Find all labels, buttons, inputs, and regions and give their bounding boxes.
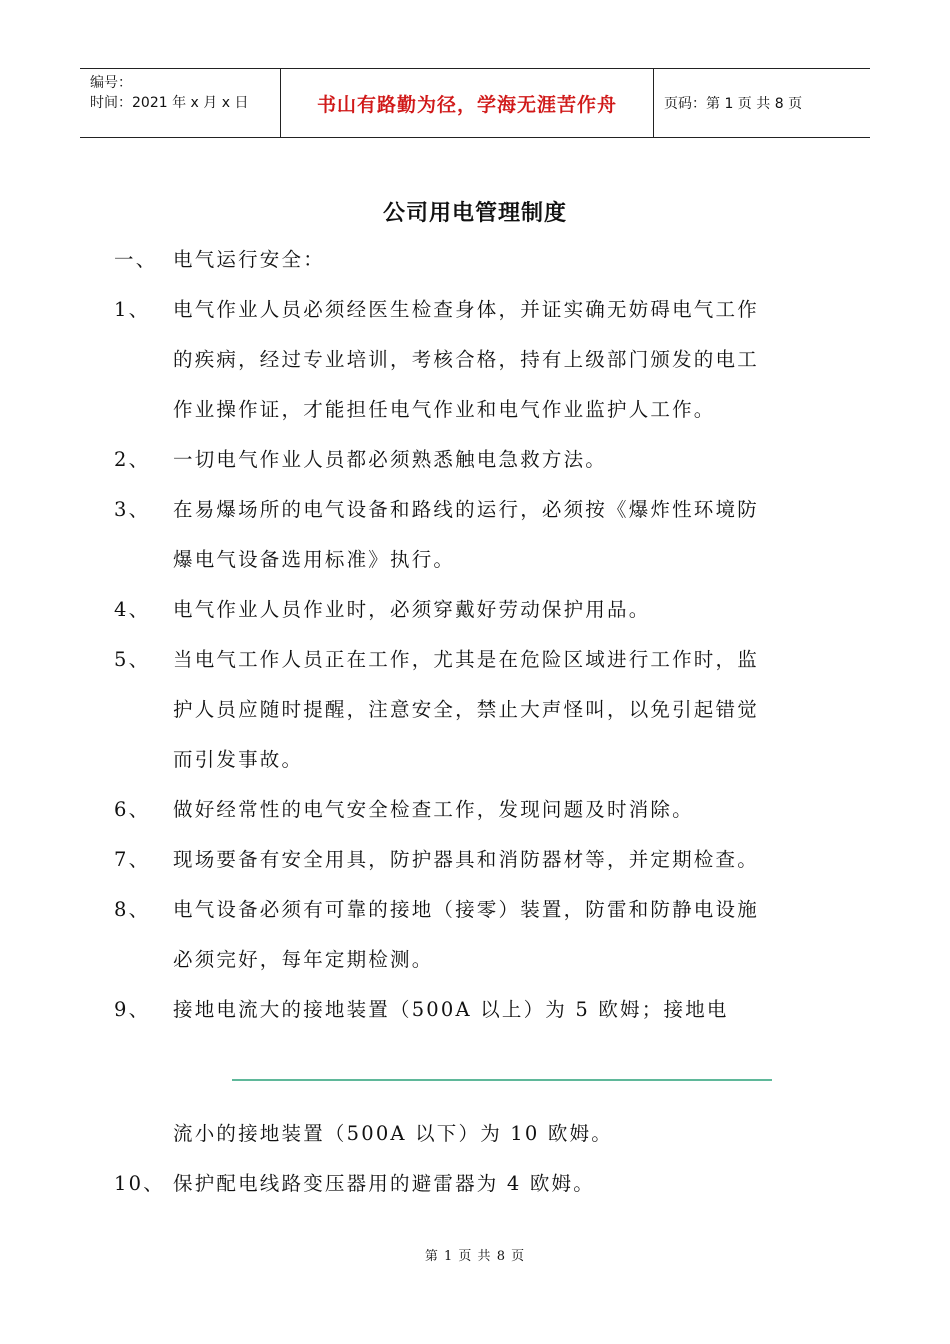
document-title: 公司用电管理制度	[382, 201, 567, 226]
paragraph-line	[0, 893, 950, 927]
page-footer: 第 1 页 共 8 页	[424, 1249, 526, 1264]
item-number: 4、	[114, 598, 151, 621]
item-number: 1、	[114, 298, 151, 321]
item-number: 3、	[114, 498, 151, 521]
paragraph-line	[0, 293, 950, 327]
line-text: 的疾病，经过专业培训，考核合格，持有上级部门颁发的电工	[173, 348, 759, 371]
header-page-info: 页码：第 1 页 共 8 页	[664, 96, 803, 112]
section-heading	[0, 243, 950, 277]
line-text: 电气作业人员必须经医生检查身体，并证实确无妨碍电气工作	[173, 298, 759, 321]
item-number: 9、	[114, 998, 151, 1021]
section-number: 一、	[114, 248, 158, 271]
line-text: 做好经常性的电气安全检查工作，发现问题及时消除。	[173, 798, 694, 821]
paragraph-line	[0, 593, 950, 627]
paragraph-line	[0, 693, 950, 727]
line-text: 必须完好，每年定期检测。	[173, 948, 434, 971]
item-number: 2、	[114, 448, 151, 471]
item-number: 5、	[114, 648, 151, 671]
item-number: 6、	[114, 798, 151, 821]
line-text: 电气作业人员作业时，必须穿戴好劳动保护用品。	[173, 598, 651, 621]
paragraph-line	[0, 1167, 950, 1201]
header-meta	[80, 69, 280, 137]
paragraph-line	[0, 443, 950, 477]
document-number: 编号：	[90, 75, 132, 91]
line-text: 保护配电线路变压器用的避雷器为 4 欧姆。	[173, 1172, 596, 1195]
item-number: 10、	[114, 1172, 165, 1195]
line-text: 电气设备必须有可靠的接地（接零）装置，防雷和防静电设施	[173, 898, 759, 921]
paragraph-line	[0, 993, 950, 1027]
paragraph-line	[0, 393, 950, 427]
paragraph-line	[0, 1117, 950, 1151]
item-number: 8、	[114, 898, 151, 921]
header-table	[80, 68, 870, 138]
paragraph-line	[0, 493, 950, 527]
header-motto: 书山有路勤为径，学海无涯苦作舟	[280, 69, 654, 137]
paragraph-line	[0, 543, 950, 577]
document-date: 时间：2021 年 x 月 x 日	[90, 95, 249, 111]
line-text: 接地电流大的接地装置（500A 以上）为 5 欧姆；接地电	[173, 998, 729, 1021]
line-text: 现场要备有安全用具，防护器具和消防器材等，并定期检查。	[173, 848, 759, 871]
paragraph-line	[0, 793, 950, 827]
page-break-divider	[232, 1079, 772, 1081]
line-text: 当电气工作人员正在工作，尤其是在危险区域进行工作时，监	[173, 648, 759, 671]
line-text: 作业操作证，才能担任电气作业和电气作业监护人工作。	[173, 398, 716, 421]
paragraph-line	[0, 943, 950, 977]
line-text: 爆电气设备选用标准》执行。	[173, 548, 456, 571]
line-text: 护人员应随时提醒，注意安全，禁止大声怪叫，以免引起错觉	[173, 698, 759, 721]
item-number: 7、	[114, 848, 151, 871]
line-text: 在易爆场所的电气设备和路线的运行，必须按《爆炸性环境防	[173, 498, 759, 521]
line-text: 而引发事故。	[173, 748, 304, 771]
line-text: 流小的接地装置（500A 以下）为 10 欧姆。	[173, 1122, 614, 1145]
paragraph-line	[0, 643, 950, 677]
paragraph-line	[0, 743, 950, 777]
paragraph-line	[0, 843, 950, 877]
line-text: 一切电气作业人员都必须熟悉触电急救方法。	[173, 448, 608, 471]
section-text: 电气运行安全：	[173, 248, 325, 271]
paragraph-line	[0, 343, 950, 377]
